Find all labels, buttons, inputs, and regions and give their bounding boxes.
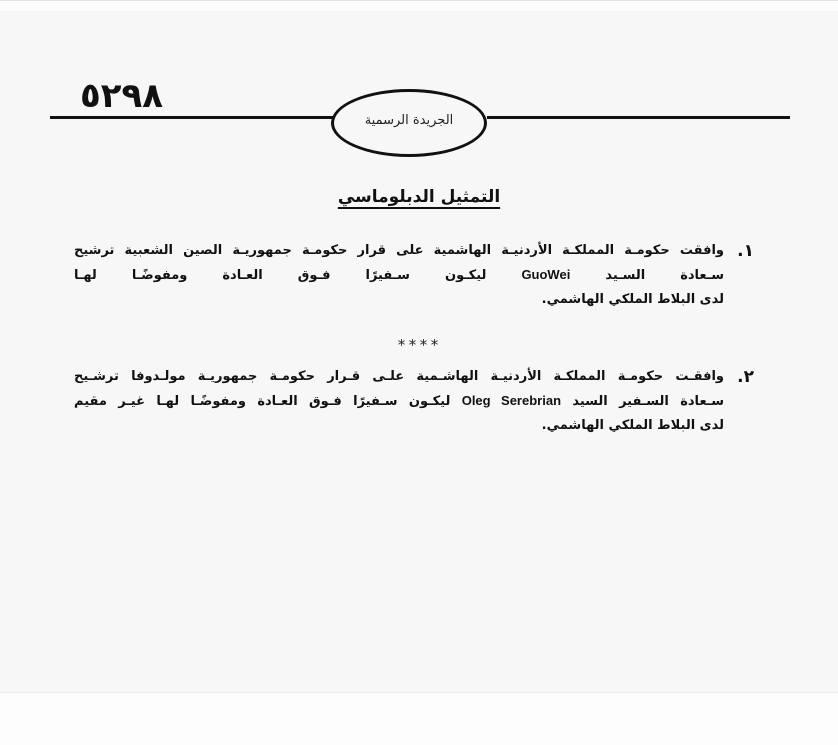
item-text — [74, 365, 724, 438]
header-rule-right — [487, 116, 790, 119]
separator: **** — [396, 336, 442, 354]
item-line: لدى البلاط الملكي الهاشمي. — [541, 418, 724, 433]
list-item — [74, 365, 754, 438]
item-line-text: سـعادة السـفير السيد — [561, 394, 724, 409]
page-number: ٥٢٩٨ — [80, 76, 164, 116]
gazette-title-oval — [331, 89, 487, 157]
header-rule-left — [50, 116, 333, 119]
item-line-text: ليكـون سـفيرًا فـوق العـادة ومفوضًـا لهـا غيـر مقيم — [74, 394, 462, 409]
item-number: ١. — [737, 241, 754, 261]
item-line: وافقـت حكومـة المملكـة الأردنيـة الهاشـمية علـى قـرار حكومـة جمهوريـة مولـدوفا ترشـيح — [74, 369, 724, 384]
gazette-title: الجريدة الرسمية — [364, 112, 454, 128]
item-line-text: سـعادة السـيد — [570, 268, 724, 283]
list-item — [74, 239, 754, 312]
item-line — [74, 263, 724, 288]
section-heading — [0, 187, 838, 207]
item-text — [74, 239, 724, 312]
item-number: ٢. — [737, 367, 754, 387]
item-line-text: ليكـون سـفيرًا فـوق العـادة ومفوضًـا لهـا — [74, 268, 522, 283]
item-line: لدى البلاط الملكي الهاشمي. — [541, 292, 724, 307]
ambassador-name: Oleg Serebrian — [461, 393, 562, 408]
item-line: وافقت حكومـة المملكـة الأردنيـة الهاشمية على قرار حكومـة جمهوريـة الصين الشعبية ترشيح — [74, 243, 724, 258]
section-heading-text: التمثيل الدبلوماسي — [337, 187, 501, 207]
ambassador-name: GuoWei — [521, 267, 571, 282]
document-page — [0, 11, 838, 693]
item-line — [74, 389, 724, 414]
